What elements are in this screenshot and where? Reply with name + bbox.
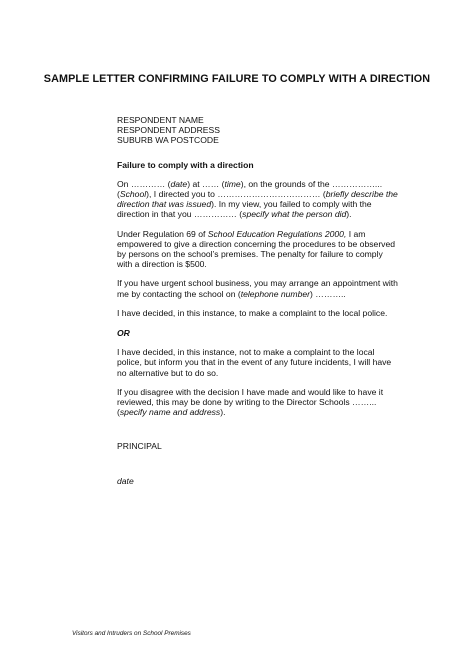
page-footer: Visitors and Intruders on School Premises — [72, 630, 191, 637]
paragraph-direction-issued: On ………… (date) at …… (time), on the grounds of the ……………... (School), I directed you to ……………………………… (briefly describe the direction that was issued). In my view, you failed to comply with the direction in that you …………… (specify what the person did). — [117, 178, 398, 220]
letter-subject: Failure to comply with a direction — [117, 159, 254, 170]
respondent-address-block — [117, 115, 399, 146]
or-separator: OR — [117, 328, 130, 339]
paragraph-appointment: If you have urgent school business, you may arrange an appointment with me by contacting the school on (telephone number) ……….. — [117, 278, 398, 299]
respondent-name: RESPONDENT NAME — [117, 115, 204, 125]
respondent-address: RESPONDENT ADDRESS — [117, 125, 220, 136]
date-label: date — [117, 475, 134, 486]
page-title: SAMPLE LETTER CONFIRMING FAILURE TO COMPLY WITH A DIRECTION — [43, 73, 431, 85]
paragraph-complaint: I have decided, in this instance, to make a complaint to the local police. — [117, 307, 388, 318]
paragraph-review: If you disagree with the decision I have made and would like to have it reviewed, this may be done by writing to the Director Schools ……... (specify name and address). — [117, 386, 384, 418]
signature-principal: PRINCIPAL — [117, 441, 162, 452]
letter-body — [117, 115, 399, 486]
respondent-suburb-postcode: SUBURB WA POSTCODE — [117, 135, 219, 146]
paragraph-no-complaint: I have decided, in this instance, not to make a complaint to the local police, but inform you that in the event of any future incidents, I will have no alternative but to do so. — [117, 347, 392, 378]
paragraph-regulation: Under Regulation 69 of School Education Regulations 2000, I am empowered to give a direction concerning the procedures to be observed by persons on the school’s premises. The penalty for failure to comply with a direction is $500. — [117, 228, 396, 270]
